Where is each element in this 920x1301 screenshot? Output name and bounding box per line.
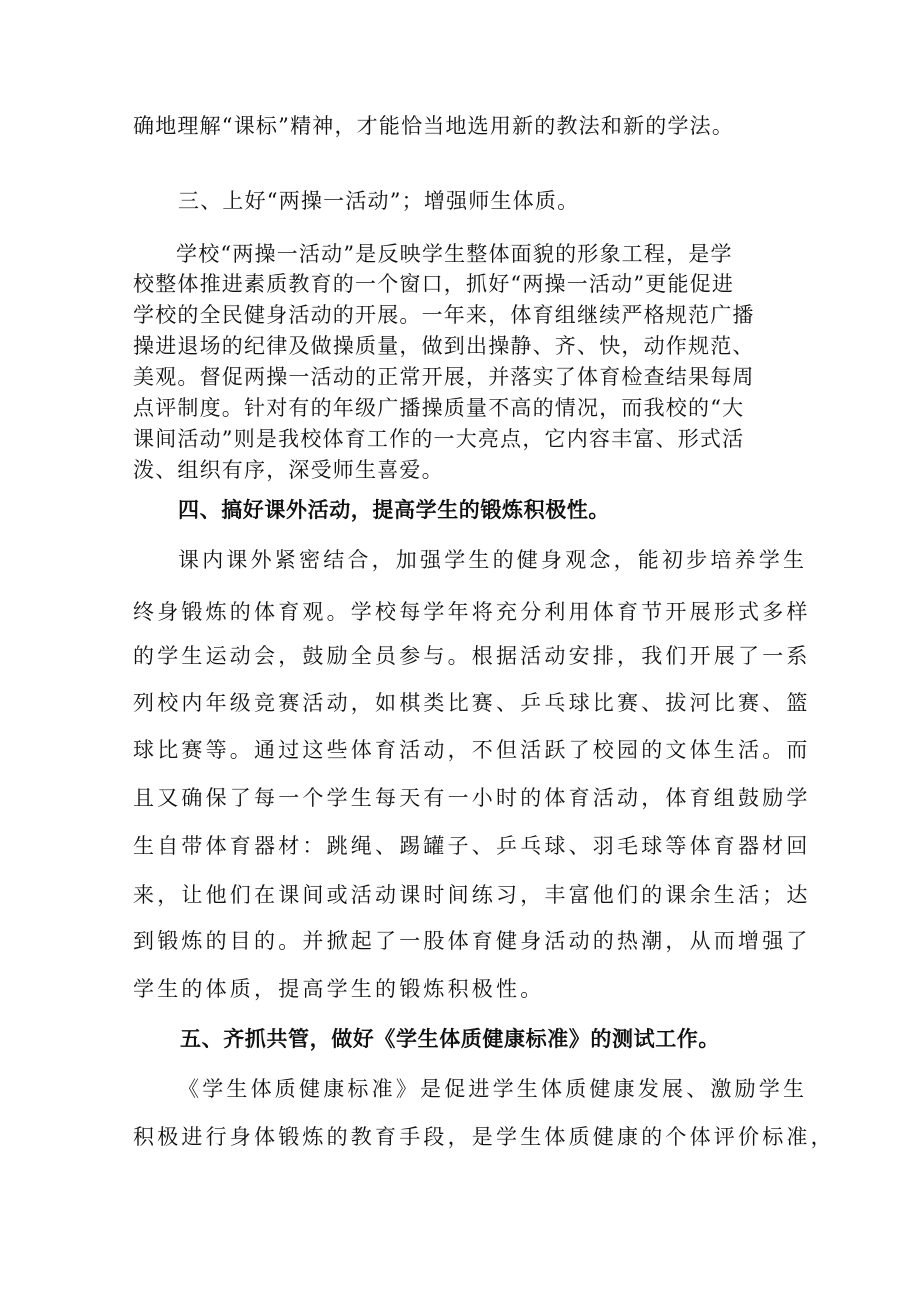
paragraph-line: 《学生体质健康标准》是促进学生体质健康发展、激励学生 <box>178 1077 808 1101</box>
section-4-heading: 四、搞好课外活动，提高学生的锻炼积极性。 <box>178 498 610 522</box>
section-5-heading: 五、齐抓共管，做好《学生体质健康标准》的测试工作。 <box>180 1027 720 1051</box>
paragraph-line: 到锻炼的目的。并掀起了一股体育健身活动的热潮，从而增强了 <box>133 929 811 953</box>
paragraph-line: 点评制度。针对有的年级广播操质量不高的情况，而我校的“大 <box>133 396 745 420</box>
paragraph-line: 学校的全民健身活动的开展。一年来，体育组继续严格规范广播 <box>133 303 755 327</box>
paragraph-line: 球比赛等。通过这些体育活动，不但活跃了校园的文体生活。而 <box>133 738 811 762</box>
paragraph-line: 美观。督促两操一活动的正常开展，并落实了体育检查结果每周 <box>133 365 755 389</box>
section-3-heading: 三、上好“两操一活动”；增强师生体质。 <box>178 189 580 213</box>
paragraph-line: 列校内年级竞赛活动，如棋类比赛、乒乓球比赛、拔河比赛、篮 <box>133 691 811 715</box>
paragraph-line: 来，让他们在课间或活动课时间练习，丰富他们的课余生活；达 <box>133 883 811 907</box>
paragraph-line: 操进退场的纪律及做操质量，做到出操静、齐、快，动作规范、 <box>133 334 755 358</box>
paragraph-line: 终身锻炼的体育观。学校每学年将充分利用体育节开展形式多样 <box>133 600 811 624</box>
paragraph-line: 学生的体质，提高学生的锻炼积极性。 <box>133 977 545 1001</box>
paragraph-line: 泼、组织有序，深受师生喜爱。 <box>133 458 444 482</box>
paragraph-line: 积极进行身体锻炼的教育手段，是学生体质健康的个体评价标准， <box>133 1125 835 1149</box>
paragraph-line: 校整体推进素质教育的一个窗口，抓好“两操一活动”更能促进 <box>133 272 735 296</box>
paragraph-line: 的学生运动会，鼓励全员参与。根据活动安排，我们开展了一系 <box>133 644 811 668</box>
paragraph-line: 生自带体育器材：跳绳、踢罐子、乒乓球、羽毛球等体育器材回 <box>133 834 811 858</box>
paragraph-line: 课内课外紧密结合，加强学生的健身观念，能初步培养学生 <box>178 548 808 572</box>
paragraph-continuation: 确地理解“课标”精神，才能恰当地选用新的教法和新的学法。 <box>133 114 735 138</box>
paragraph-line: 学校“两操一活动”是反映学生整体面貌的形象工程，是学 <box>176 242 733 266</box>
paragraph-line: 且又确保了每一个学生每天有一小时的体育活动，体育组鼓励学 <box>133 786 811 810</box>
paragraph-line: 课间活动”则是我校体育工作的一大亮点，它内容丰富、形式活 <box>133 427 745 451</box>
